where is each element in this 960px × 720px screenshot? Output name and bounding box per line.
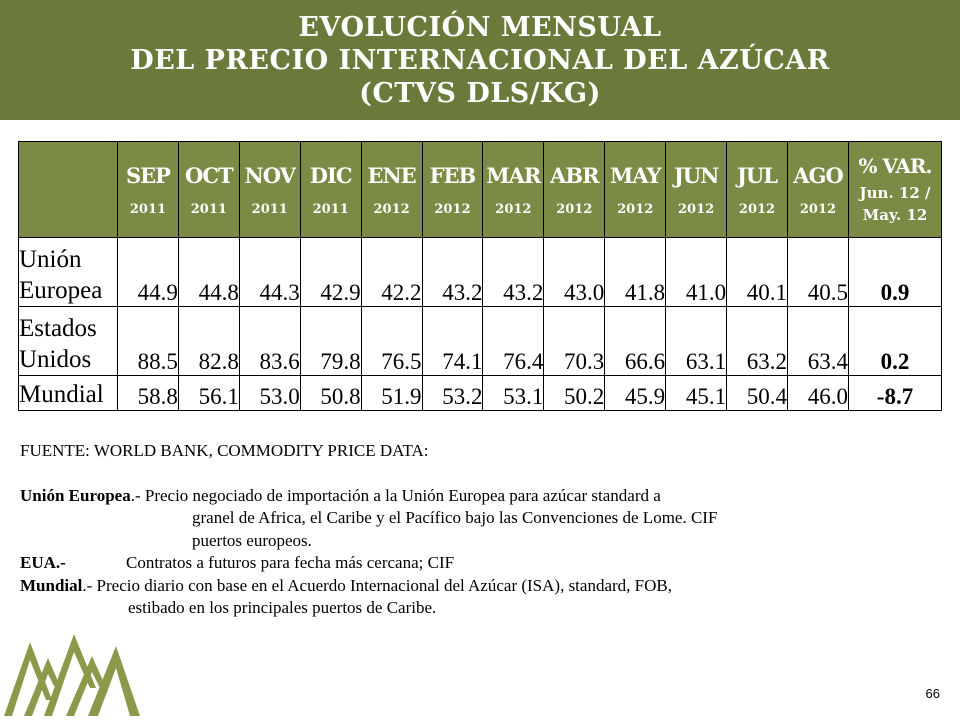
table-cell: 45.9 (605, 375, 666, 410)
table-cell: 40.1 (727, 238, 788, 307)
column-header: JUL 2012 (727, 142, 788, 238)
table-row-mundial (19, 375, 942, 410)
title-line-3: (CTVS DLS/KG) (359, 77, 601, 109)
table-cell: 41.0 (666, 238, 727, 307)
table-cell: 44.3 (239, 238, 300, 307)
table-cell: 63.2 (727, 306, 788, 375)
price-table (18, 141, 942, 411)
source-note: FUENTE: WORLD BANK, COMMODITY PRICE DATA: (20, 441, 429, 460)
note-ue (20, 485, 940, 508)
note-eua-label: EUA.- (20, 553, 66, 572)
table-cell: 50.2 (544, 375, 605, 410)
title-line-1: EVOLUCIÓN MENSUAL (298, 11, 662, 43)
column-header: ENE 2012 (361, 142, 422, 238)
table-cell: 66.6 (605, 306, 666, 375)
table-cell: 45.1 (666, 375, 727, 410)
title-line-2: DEL PRECIO INTERNACIONAL DEL AZÚCAR (130, 44, 830, 76)
table-cell: 43.2 (483, 238, 544, 307)
variation-header: % VAR. Jun. 12 / May. 12 (849, 142, 942, 238)
table-cell: 63.1 (666, 306, 727, 375)
table-cell: 83.6 (239, 306, 300, 375)
table-cell: 79.8 (300, 306, 361, 375)
mountains-logo-icon (4, 628, 140, 718)
note-mundial-label: Mundial (20, 575, 83, 595)
header-corner (19, 142, 118, 238)
note-ue-text: Precio negociado de importación a la Unión Europea para azúcar standard a (144, 485, 661, 505)
table-cell: 46.0 (787, 375, 848, 410)
table-cell: 53.1 (483, 375, 544, 410)
column-header: MAY 2012 (605, 142, 666, 238)
note-ue-text-2: granel de Africa, el Caribe y el Pacífico bajo las Convenciones de Lome. CIF (192, 508, 718, 527)
table-cell: 51.9 (361, 375, 422, 410)
table-cell: 56.1 (178, 375, 239, 410)
column-header: OCT 2011 (178, 142, 239, 238)
column-header: JUN 2012 (666, 142, 727, 238)
page-number: 66 (925, 686, 940, 701)
note-mundial-text: Precio diario con base en el Acuerdo Internacional del Azúcar (ISA), standard, FOB, (96, 575, 672, 595)
table-cell: 76.5 (361, 306, 422, 375)
table-cell: 43.2 (422, 238, 483, 307)
note-ue-dash: .- (130, 485, 141, 505)
note-ue-text-3: puertos europeos. (192, 530, 312, 550)
table-cell: 42.9 (300, 238, 361, 307)
variation-cell: -8.7 (849, 375, 942, 410)
column-header: NOV 2011 (239, 142, 300, 238)
table-cell: 63.4 (787, 306, 848, 375)
note-ue-label: Unión Europea (20, 485, 131, 505)
table-cell: 50.8 (300, 375, 361, 410)
table-cell: 43.0 (544, 238, 605, 307)
table-cell: 70.3 (544, 306, 605, 375)
column-header: SEP 2011 (118, 142, 179, 238)
table-cell: 42.2 (361, 238, 422, 307)
table-cell: 44.8 (178, 238, 239, 307)
note-eua-text: Contratos a futuros para fecha más cercana; CIF (126, 553, 455, 572)
table-cell: 50.4 (727, 375, 788, 410)
variation-cell: 0.9 (849, 238, 942, 307)
column-header: DIC 2011 (300, 142, 361, 238)
table-cell: 41.8 (605, 238, 666, 307)
column-header: FEB 2012 (422, 142, 483, 238)
region-label: Estados Unidos (19, 306, 118, 375)
table-cell: 74.1 (422, 306, 483, 375)
note-eua (20, 552, 940, 575)
table-cell: 44.9 (118, 238, 179, 307)
table-cell: 88.5 (118, 306, 179, 375)
region-label: Mundial (19, 375, 118, 410)
table-row-ue (19, 238, 942, 307)
column-header: MAR 2012 (483, 142, 544, 238)
note-mundial-text-2: estibado en los principales puertos de Caribe. (128, 598, 437, 617)
column-header: AGO 2012 (787, 142, 848, 238)
table-cell: 76.4 (483, 306, 544, 375)
table-row-eu (19, 306, 942, 375)
region-label: Unión Europea (19, 238, 118, 307)
table-cell: 40.5 (787, 238, 848, 307)
table-header-row (19, 142, 942, 238)
note-mundial-dash: .- (82, 575, 93, 595)
variation-cell: 0.2 (849, 306, 942, 375)
table-cell: 58.8 (118, 375, 179, 410)
notes-section (20, 440, 940, 620)
table-cell: 53.2 (422, 375, 483, 410)
price-table-container (18, 141, 942, 411)
note-mundial (20, 575, 940, 598)
table-cell: 82.8 (178, 306, 239, 375)
column-header: ABR 2012 (544, 142, 605, 238)
table-cell: 53.0 (239, 375, 300, 410)
title-banner (0, 0, 960, 120)
